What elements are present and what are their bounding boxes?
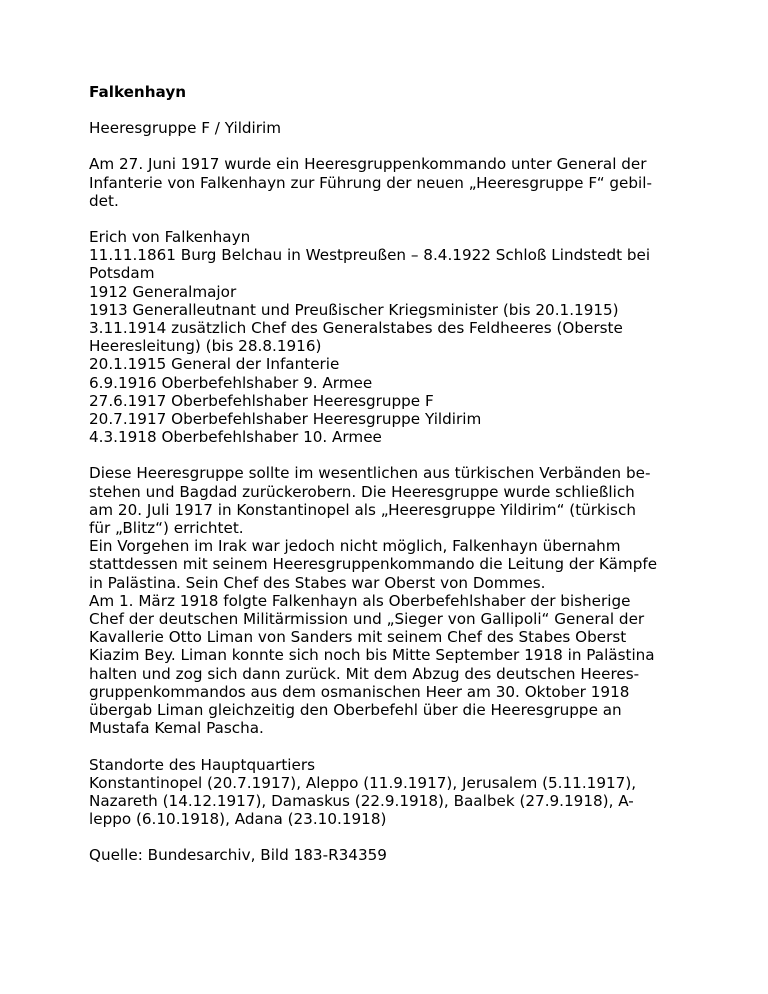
document-title: Falkenhayn bbox=[89, 83, 187, 101]
biography-line: 20.7.1917 Oberbefehlshaber Heeresgruppe Yildirim bbox=[89, 410, 482, 429]
biography-line: 1913 Generalleutnant und Preußischer Kriegsminister (bis 20.1.1915) bbox=[89, 300, 619, 319]
biography-paragraph bbox=[89, 228, 689, 446]
text-line: Kavallerie Otto Liman von Sanders mit seinem Chef des Stabes Oberst bbox=[89, 628, 627, 647]
text-line: Kiazim Bey. Liman konnte sich noch bis Mitte September 1918 in Palästina bbox=[89, 646, 655, 665]
title-paragraph bbox=[89, 83, 689, 101]
text-line: in Palästina. Sein Chef des Stabes war Oberst von Dommes. bbox=[89, 573, 546, 592]
text-line: Ein Vorgehen im Irak war jedoch nicht möglich, Falkenhayn übernahm bbox=[89, 537, 621, 556]
source-paragraph bbox=[89, 846, 689, 864]
text-line: det. bbox=[89, 191, 119, 210]
subtitle-paragraph bbox=[89, 119, 689, 137]
source-citation: Quelle: Bundesarchiv, Bild 183-R34359 bbox=[89, 846, 387, 865]
biography-line: 27.6.1917 Oberbefehlshaber Heeresgruppe F bbox=[89, 391, 434, 410]
text-line: Am 1. März 1918 folgte Falkenhayn als Oberbefehlshaber der bisherige bbox=[89, 591, 631, 610]
text-line: Chef der deutschen Militärmission und „Sieger von Gallipoli“ General der bbox=[89, 610, 645, 629]
text-line: übergab Liman gleichzeitig den Oberbefehl über die Heeresgruppe an bbox=[89, 701, 622, 720]
intro-paragraph bbox=[89, 155, 689, 210]
biography-line: Potsdam bbox=[89, 264, 155, 283]
text-line: leppo (6.10.1918), Adana (23.10.1918) bbox=[89, 810, 387, 829]
text-line: gruppenkommandos aus dem osmanischen Heer am 30. Oktober 1918 bbox=[89, 682, 630, 701]
history-paragraph bbox=[89, 464, 689, 737]
text-line: Diese Heeresgruppe sollte im wesentlichen aus türkischen Verbänden be- bbox=[89, 464, 651, 483]
text-line: stattdessen mit seinem Heeresgruppenkommando die Leitung der Kämpfe bbox=[89, 555, 658, 574]
biography-line: 4.3.1918 Oberbefehlshaber 10. Armee bbox=[89, 428, 382, 447]
biography-name: Erich von Falkenhayn bbox=[89, 228, 251, 247]
biography-line: 1912 Generalmajor bbox=[89, 282, 237, 301]
document-subtitle: Heeresgruppe F / Yildirim bbox=[89, 119, 282, 138]
text-line: am 20. Juli 1917 in Konstantinopel als „Heeresgruppe Yildirim“ (türkisch bbox=[89, 500, 636, 519]
biography-line: 20.1.1915 General der Infanterie bbox=[89, 355, 340, 374]
text-line: Nazareth (14.12.1917), Damaskus (22.9.1918), Baalbek (27.9.1918), A- bbox=[89, 791, 634, 810]
text-line: stehen und Bagdad zurückerobern. Die Heeresgruppe wurde schließlich bbox=[89, 482, 635, 501]
text-line: halten und zog sich dann zurück. Mit dem Abzug des deutschen Heeres- bbox=[89, 664, 640, 683]
text-line: Am 27. Juni 1917 wurde ein Heeresgruppenkommando unter General der bbox=[89, 155, 647, 174]
text-line: Mustafa Kemal Pascha. bbox=[89, 719, 264, 738]
biography-line: 11.11.1861 Burg Belchau in Westpreußen – 8.4.1922 Schloß Lindstedt bei bbox=[89, 246, 651, 265]
text-line: Infanterie von Falkenhayn zur Führung der neuen „Heeresgruppe F“ gebil- bbox=[89, 173, 652, 192]
document-body bbox=[89, 83, 689, 883]
headquarters-paragraph bbox=[89, 756, 689, 829]
biography-line: 6.9.1916 Oberbefehlshaber 9. Armee bbox=[89, 373, 373, 392]
biography-line: 3.11.1914 zusätzlich Chef des Generalstabes des Feldheeres (Oberste bbox=[89, 319, 623, 338]
text-line: für „Blitz“) errichtet. bbox=[89, 519, 244, 538]
headquarters-heading: Standorte des Hauptquartiers bbox=[89, 755, 315, 774]
biography-line: Heeresleitung) (bis 28.8.1916) bbox=[89, 337, 322, 356]
text-line: Konstantinopel (20.7.1917), Aleppo (11.9.1917), Jerusalem (5.11.1917), bbox=[89, 773, 637, 792]
